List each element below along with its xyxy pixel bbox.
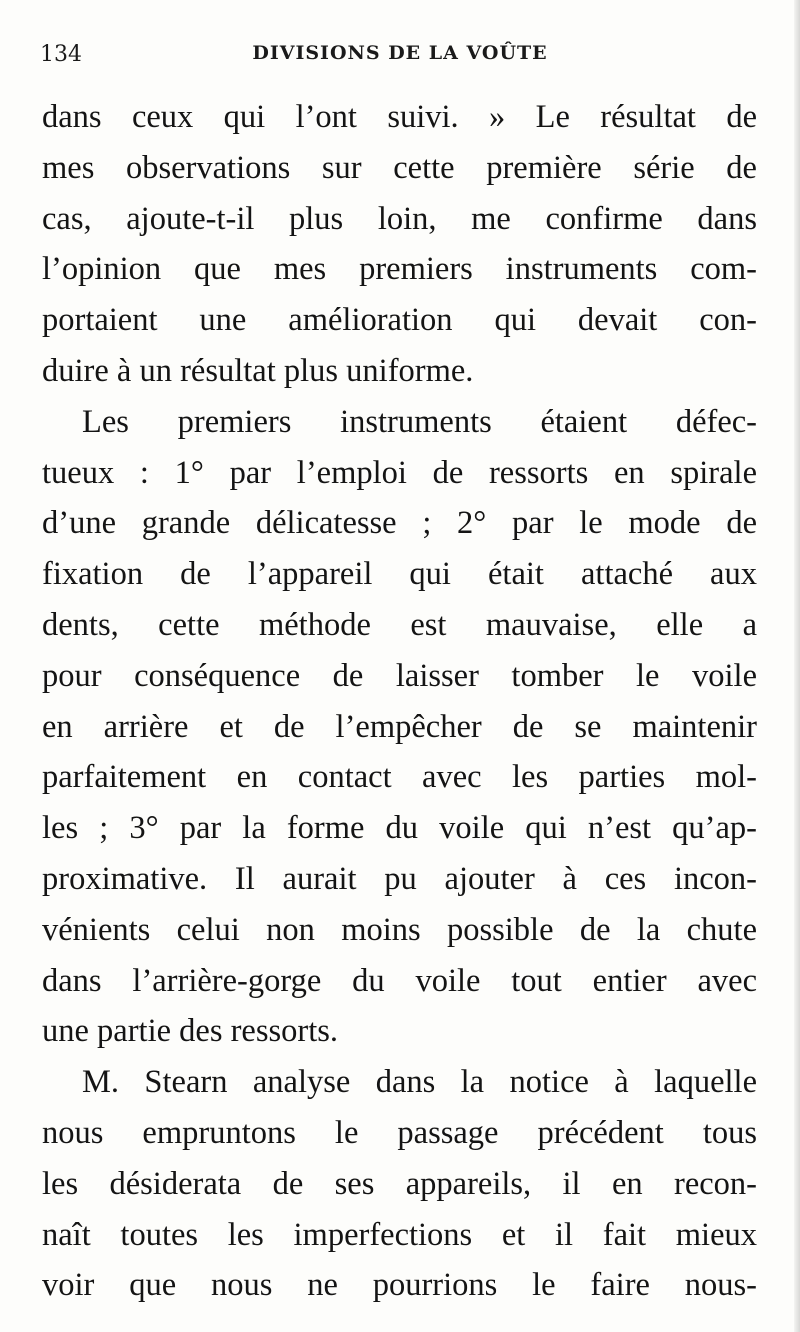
text-line: M. Stearn analyse dans la notice à laquelle — [82, 1064, 757, 1101]
text-line: en arrière et de l’empêcher de se maintenir — [42, 708, 757, 745]
text-line: cas, ajoute-t-il plus loin, me confirme dans — [42, 200, 757, 237]
text-line: dents, cette méthode est mauvaise, elle a — [42, 606, 757, 643]
text-line: vénients celui non moins possible de la chute — [42, 911, 757, 948]
page-edge-shadow — [794, 0, 800, 1332]
text-line: tueux : 1° par l’emploi de ressorts en spirale — [42, 454, 757, 491]
text-line: pour conséquence de laisser tomber le voile — [42, 657, 757, 694]
text-line: d’une grande délicatesse ; 2° par le mode de — [42, 505, 757, 542]
text-line: proximative. Il aurait pu ajouter à ces incon- — [42, 860, 757, 897]
paragraph-1 — [42, 92, 757, 397]
text-line: naît toutes les imperfections et il fait mieux — [42, 1216, 757, 1253]
text-line: voir que nous ne pourrions le faire nous- — [42, 1267, 757, 1304]
text-line: mes observations sur cette première série de — [42, 149, 757, 186]
body-text — [42, 92, 757, 1311]
text-line: une partie des ressorts. — [42, 1013, 339, 1050]
running-head: DIVISIONS DE LA VOÛTE — [252, 42, 548, 64]
page-number: 134 — [40, 42, 82, 67]
paragraph-3 — [42, 1057, 757, 1311]
text-line: fixation de l’appareil qui était attaché aux — [42, 556, 757, 593]
text-line: portaient une amélioration qui devait con- — [42, 302, 757, 339]
text-line: dans l’arrière-gorge du voile tout entier avec — [42, 962, 757, 999]
text-line: les ; 3° par la forme du voile qui n’est qu’ap- — [42, 810, 757, 847]
paragraph-2 — [42, 397, 757, 1057]
text-line: les désiderata de ses appareils, il en recon- — [42, 1165, 757, 1202]
text-line: Les premiers instruments étaient défec- — [82, 403, 757, 440]
text-line: l’opinion que mes premiers instruments com- — [42, 251, 757, 288]
text-line: nous empruntons le passage précédent tous — [42, 1114, 757, 1151]
text-line: duire à un résultat plus uniforme. — [42, 352, 474, 389]
text-line: parfaitement en contact avec les parties mol- — [42, 759, 757, 796]
text-line: dans ceux qui l’ont suivi. » Le résultat de — [42, 99, 757, 135]
page-header — [40, 38, 760, 72]
